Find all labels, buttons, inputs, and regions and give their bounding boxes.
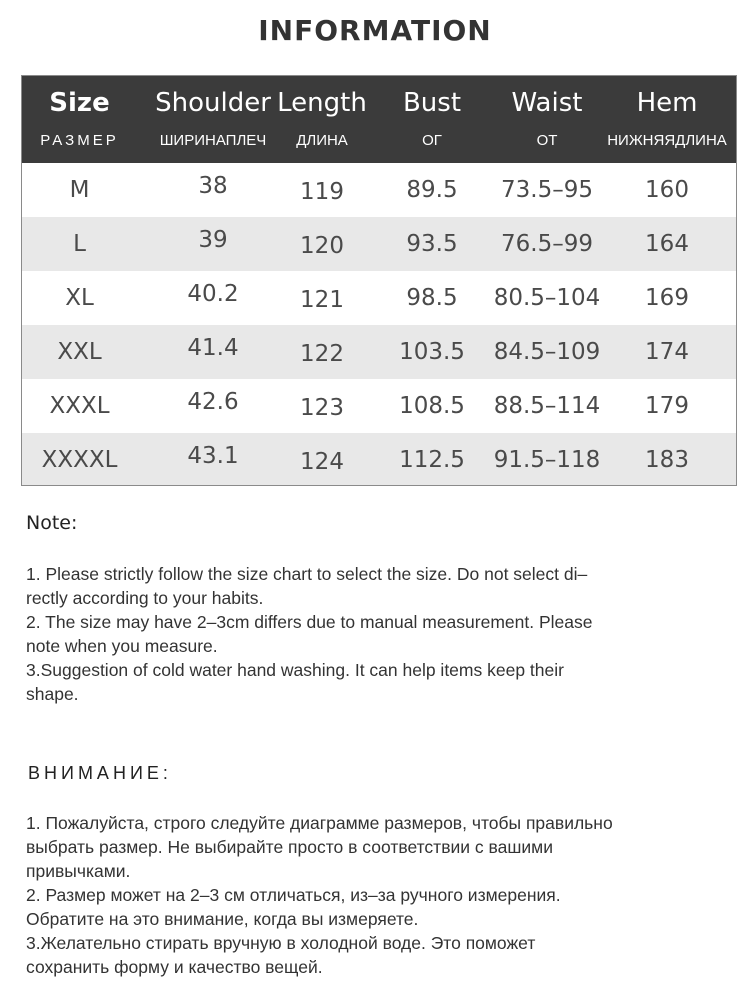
note-line: rectly according to your habits. [26, 588, 264, 608]
note-line: shape. [26, 684, 79, 704]
ru-note-line: выбрать размер. Не выбирайте просто в соответствии с вашими [26, 837, 553, 857]
cell-waist: 76.5–99 [501, 231, 593, 257]
cell-shoulder: 42.6 [187, 389, 239, 415]
cell-bust: 103.5 [399, 339, 465, 365]
cell-shoulder: 41.4 [187, 335, 239, 361]
header-waist [482, 76, 612, 163]
cell-shoulder: 43.1 [187, 443, 239, 469]
header-waist-en: Waist [511, 88, 583, 118]
cell-length: 119 [300, 179, 344, 205]
cell-length: 122 [300, 341, 344, 367]
header-bust-ru: ОГ [422, 132, 442, 149]
cell-size: M [69, 177, 90, 203]
cell-waist: 88.5–114 [493, 393, 601, 419]
header-waist-ru: ОТ [536, 132, 558, 149]
table-row [22, 433, 737, 486]
ru-note-line: Обратите на это внимание, когда вы измеряете. [26, 909, 419, 929]
cell-length: 121 [300, 287, 344, 313]
ru-note-line: привычками. [26, 861, 131, 881]
note-heading: Note: [26, 512, 78, 534]
header-size [22, 76, 137, 163]
ru-note-line: 1. Пожалуйста, строго следуйте диаграмме размеров, чтобы правильно [26, 813, 613, 833]
page-title: INFORMATION [258, 14, 492, 47]
table-row [22, 217, 737, 271]
cell-size: L [73, 231, 86, 257]
table-row [22, 271, 737, 325]
cell-hem: 183 [645, 447, 689, 473]
cell-hem: 169 [645, 285, 689, 311]
cell-hem: 164 [645, 231, 689, 257]
cell-hem: 179 [645, 393, 689, 419]
cell-size: XXXXL [41, 447, 118, 473]
cell-size: XXXL [49, 393, 110, 419]
cell-waist: 84.5–109 [493, 339, 601, 365]
cell-bust: 108.5 [399, 393, 465, 419]
cell-length: 120 [300, 233, 344, 259]
table-row [22, 325, 737, 379]
cell-bust: 89.5 [406, 177, 458, 203]
cell-bust: 93.5 [406, 231, 458, 257]
ru-note-line: 2. Размер может на 2–3 см отличаться, из–за ручного измерения. [26, 885, 561, 905]
cell-shoulder: 39 [198, 227, 228, 253]
cell-hem: 160 [645, 177, 689, 203]
header-size-en: Size [49, 88, 110, 118]
header-size-ru: РАЗМЕР [40, 132, 119, 149]
cell-bust: 112.5 [399, 447, 465, 473]
cell-length: 123 [300, 395, 344, 421]
table-row [22, 379, 737, 433]
cell-waist: 73.5–95 [501, 177, 593, 203]
header-hem-en: Hem [636, 88, 698, 118]
cell-size: XL [65, 285, 94, 311]
cell-shoulder: 38 [198, 173, 228, 199]
note-line: note when you measure. [26, 636, 218, 656]
header-hem-ru: НИЖНЯЯДЛИНА [607, 132, 727, 149]
size-chart-table [21, 75, 737, 486]
table-header [22, 76, 737, 163]
header-length-ru: ДЛИНА [296, 132, 348, 149]
cell-bust: 98.5 [406, 285, 458, 311]
ru-note-line: сохранить форму и качество вещей. [26, 957, 323, 977]
header-length [262, 76, 382, 163]
cell-waist: 91.5–118 [493, 447, 601, 473]
header-shoulder-ru: ШИРИНАПЛЕЧ [159, 132, 267, 149]
cell-length: 124 [300, 449, 344, 475]
header-hem [602, 76, 732, 163]
header-shoulder-en: Shoulder [155, 88, 271, 118]
cell-hem: 174 [645, 339, 689, 365]
ru-note-heading: ВНИМАНИЕ: [28, 763, 172, 783]
header-bust-en: Bust [402, 88, 462, 118]
table-row [22, 163, 737, 217]
cell-shoulder: 40.2 [187, 281, 239, 307]
note-line: 3.Suggestion of cold water hand washing. It can help items keep their [26, 660, 564, 680]
cell-size: XXL [57, 339, 102, 365]
cell-waist: 80.5–104 [493, 285, 601, 311]
note-line: 2. The size may have 2–3cm differs due to manual measurement. Please [26, 612, 593, 632]
ru-note-line: 3.Желательно стирать вручную в холодной воде. Это поможет [26, 933, 536, 953]
note-line: 1. Please strictly follow the size chart to select the size. Do not select di– [26, 564, 588, 584]
header-bust [372, 76, 492, 163]
header-length-en: Length [277, 88, 367, 118]
